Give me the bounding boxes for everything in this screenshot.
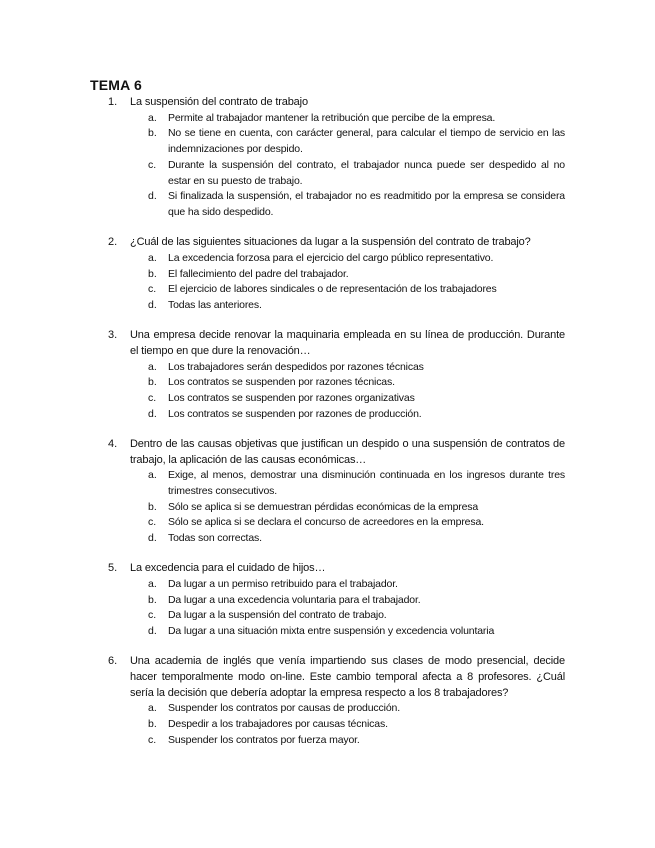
- question-number: 5.: [108, 562, 118, 575]
- question-4: [90, 437, 565, 547]
- option-text: Da lugar a la suspensión del contrato de trabajo.: [168, 609, 387, 622]
- option-text: Los contratos se suspenden por razones técnicas.: [168, 376, 395, 389]
- question-text: ¿Cuál de las siguientes situaciones da lugar a la suspensión del contrato de trabajo?: [130, 236, 531, 249]
- option-a: [90, 111, 565, 127]
- option-d: [90, 189, 565, 220]
- option-d: [90, 531, 565, 547]
- option-letter: d.: [148, 407, 157, 420]
- option-c: [90, 608, 565, 624]
- option-d: [90, 298, 565, 314]
- option-a: [90, 468, 565, 499]
- option-letter: b.: [148, 500, 157, 513]
- option-text: No se tiene en cuenta, con carácter general, para calcular el tiempo de servicio en las indemnizaciones por despido.: [168, 127, 565, 156]
- question-number: 1.: [108, 96, 118, 108]
- option-b: [90, 500, 565, 516]
- option-c: [90, 391, 565, 407]
- option-letter: b.: [148, 267, 157, 280]
- option-letter: c.: [148, 158, 157, 171]
- option-d: [90, 624, 565, 640]
- option-letter: c.: [148, 283, 157, 296]
- option-text: Permite al trabajador mantener la retribución que percibe de la empresa.: [168, 111, 496, 124]
- question-number: 6.: [108, 655, 118, 668]
- option-text: Sólo se aplica si se declara el concurso de acreedores en la empresa.: [168, 516, 484, 529]
- option-a: [90, 360, 565, 376]
- option-c: [90, 282, 565, 298]
- option-b: [90, 593, 565, 609]
- option-letter: b.: [148, 376, 157, 389]
- question-text: La suspensión del contrato de trabajo: [130, 96, 308, 108]
- question-number: 3.: [108, 329, 118, 342]
- option-text: Suspender los contratos por fuerza mayor.: [168, 733, 360, 746]
- option-a: [90, 701, 565, 717]
- option-text: Da lugar a una situación mixta entre suspensión y excedencia voluntaria: [168, 625, 495, 638]
- option-text: El ejercicio de labores sindicales o de representación de los trabajadores: [168, 283, 497, 296]
- option-letter: c.: [148, 391, 157, 404]
- option-text: El fallecimiento del padre del trabajador.: [168, 267, 349, 280]
- option-letter: c.: [148, 516, 157, 529]
- option-text: Los trabajadores serán despedidos por razones técnicas: [168, 360, 424, 373]
- option-letter: a.: [148, 469, 157, 482]
- option-letter: b.: [148, 718, 157, 731]
- question-number: 4.: [108, 437, 118, 450]
- option-letter: a.: [148, 360, 157, 373]
- option-letter: a.: [148, 251, 157, 264]
- option-c: [90, 733, 565, 749]
- option-letter: d.: [148, 190, 157, 203]
- option-c: [90, 158, 565, 189]
- option-letter: d.: [148, 532, 157, 545]
- question-6: [90, 654, 565, 748]
- option-b: [90, 375, 565, 391]
- option-text: Los contratos se suspenden por razones organizativas: [168, 391, 415, 404]
- page-title: TEMA 6: [90, 77, 143, 93]
- option-b: [90, 717, 565, 733]
- option-text: Despedir a los trabajadores por causas técnicas.: [168, 718, 388, 731]
- question-text: La excedencia para el cuidado de hijos…: [130, 562, 326, 575]
- option-letter: b.: [148, 127, 157, 140]
- option-b: [90, 126, 565, 157]
- option-letter: c.: [148, 733, 157, 746]
- option-letter: d.: [148, 298, 157, 311]
- option-letter: b.: [148, 593, 157, 606]
- option-letter: a.: [148, 111, 157, 124]
- option-b: [90, 267, 565, 283]
- option-text: Los contratos se suspenden por razones de producción.: [168, 407, 422, 420]
- question-text: Dentro de las causas objetivas que justifican un despido o una suspensión de contratos de trabajo, la aplicación de las causas económicas…: [130, 437, 565, 466]
- option-text: Durante la suspensión del contrato, el trabajador nunca puede ser despedido al no estar en su puesto de trabajo.: [168, 158, 565, 187]
- option-d: [90, 407, 565, 423]
- option-letter: c.: [148, 609, 157, 622]
- question-number: 2.: [108, 236, 118, 249]
- option-text: Todas son correctas.: [168, 532, 262, 545]
- question-text: Una academia de inglés que venía impartiendo sus clases de modo presencial, decide hacer temporalmente modo on-line. Este cambio temporal afecta a 8 profesores. ¿Cuál sería la decisión que debería adoptar la empresa respecto a los 8 trabajadores?: [130, 655, 565, 699]
- question-3: [90, 328, 565, 422]
- option-letter: d.: [148, 625, 157, 638]
- question-2: [90, 235, 565, 314]
- question-text: Una empresa decide renovar la maquinaria empleada en su línea de producción. Durante el tiempo en que dure la renovación…: [130, 329, 565, 357]
- option-letter: a.: [148, 577, 157, 590]
- option-text: Da lugar a un permiso retribuido para el trabajador.: [168, 577, 398, 590]
- option-a: [90, 251, 565, 267]
- option-text: Sólo se aplica si se demuestran pérdidas económicas de la empresa: [168, 500, 479, 513]
- option-letter: a.: [148, 702, 157, 715]
- option-text: Si finalizada la suspensión, el trabajador no es readmitido por la empresa se considera que ha sido despedido.: [168, 190, 565, 218]
- option-text: Exige, al menos, demostrar una disminución continuada en los ingresos durante tres trimestres consecutivos.: [168, 469, 565, 497]
- option-text: Da lugar a una excedencia voluntaria para el trabajador.: [168, 593, 421, 606]
- option-c: [90, 515, 565, 531]
- question-list: [90, 95, 565, 763]
- option-text: Suspender los contratos por causas de producción.: [168, 702, 400, 715]
- option-text: La excedencia forzosa para el ejercicio del cargo público representativo.: [168, 251, 494, 264]
- option-a: [90, 577, 565, 593]
- question-1: [90, 95, 565, 221]
- question-5: [90, 561, 565, 640]
- option-text: Todas las anteriores.: [168, 298, 262, 311]
